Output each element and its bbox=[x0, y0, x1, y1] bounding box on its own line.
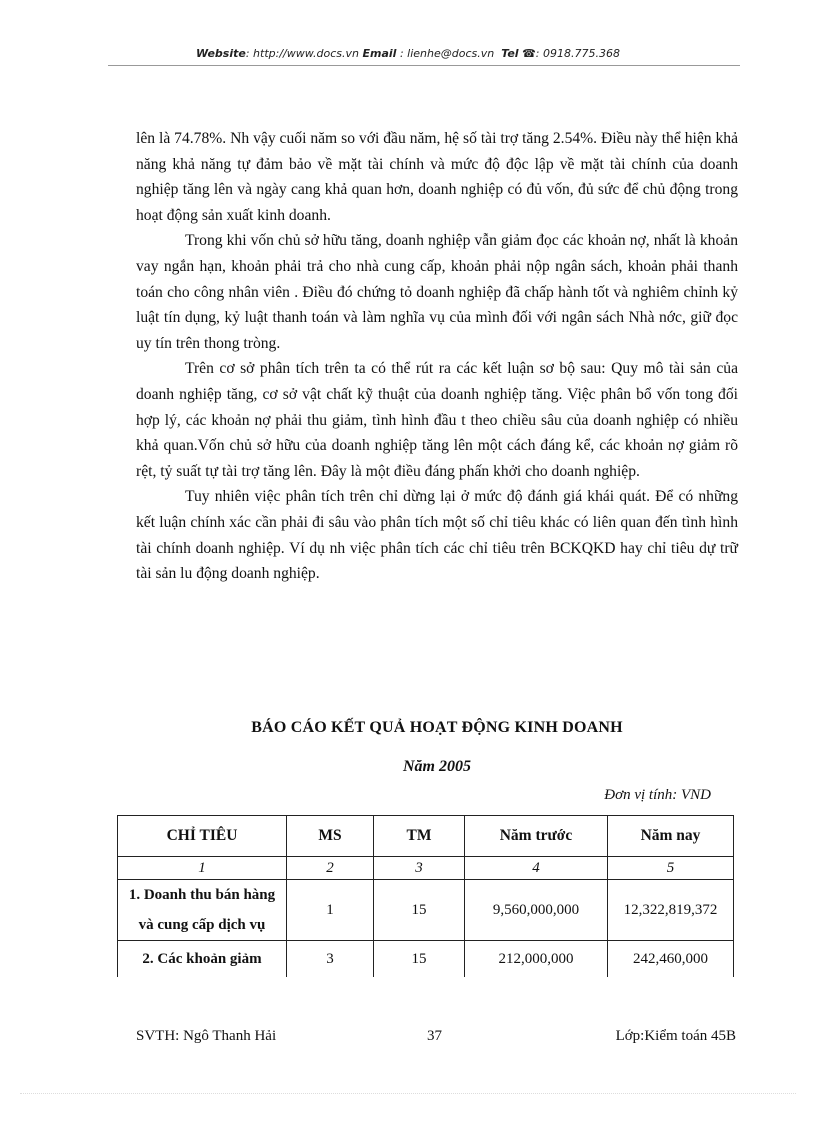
income-statement-table bbox=[117, 815, 734, 977]
paragraph-4: Tuy nhiên việc phân tích trên chỉ dừng lại ở mức độ đánh giá khái quát. Để có những kết luận chính xác cần phải đi sâu vào phân tích một số chỉ tiêu khác có liên quan đến tình hình tài chính doanh nghiệp. Ví dụ nh việc phân tích các chỉ tiêu trên BCKQKD hay chỉ tiêu dự trữ tài sản lu động doanh nghiệp. bbox=[136, 488, 738, 583]
table-row bbox=[118, 941, 734, 978]
tel-value: ☎: 0918.775.368 bbox=[522, 47, 620, 60]
paragraph-1: lên là 74.78%. Nh vậy cuối năm so với đầu năm, hệ số tài trợ tăng 2.54%. Điều này thể hiện khả năng khả năng tự đảm bảo về mặt tài chính và mức độ độc lập về mặt tài chính của doanh nghiệp tăng lên và ngày cang khả quan hơn, doanh nghiệp có đủ vốn, đủ sức để chủ động trong hoạt động sản xuất kinh doanh. bbox=[136, 130, 738, 224]
email-label: Email bbox=[362, 47, 397, 60]
row-this-year: 242,460,000 bbox=[608, 941, 734, 978]
header-divider bbox=[108, 65, 740, 66]
row-ms: 3 bbox=[287, 941, 374, 978]
report-year: Năm 2005 bbox=[403, 758, 471, 775]
row-prev-year: 212,000,000 bbox=[465, 941, 608, 978]
row-tm: 15 bbox=[374, 880, 465, 941]
header-this-year: Năm nay bbox=[608, 816, 734, 857]
index-cell: 1 bbox=[118, 857, 287, 880]
paragraph-3: Trên cơ sở phân tích trên ta có thể rút ra các kết luận sơ bộ sau: Quy mô tài sản của doanh nghiệp tăng, cơ sở vật chất kỹ thuật của doanh nghiệp tăng. Việc phân bổ vốn tong đối hợp lý, các khoản nợ phải thu giảm, tình hình đầu t theo chiều sâu của doanh nghiệp có nhiều khả quan.Vốn chủ sở hữu của doanh nghiệp tăng lên một cách đáng kể, các khoản nợ giảm rõ rệt, tỷ suất tự tài trợ tăng lên. Đây là một điều đáng phấn khởi cho doanh nghiệp. bbox=[136, 360, 738, 480]
footer-author: SVTH: Ngô Thanh Hải bbox=[136, 1028, 277, 1044]
index-cell: 5 bbox=[608, 857, 734, 880]
email-value: : lienhe@docs.vn bbox=[399, 47, 495, 60]
index-cell: 4 bbox=[465, 857, 608, 880]
tel-label: Tel bbox=[501, 47, 519, 60]
index-cell: 3 bbox=[374, 857, 465, 880]
row-ms: 1 bbox=[287, 880, 374, 941]
row-tm: 15 bbox=[374, 941, 465, 978]
report-unit: Đơn vị tính: VND bbox=[604, 787, 711, 803]
table-index-row bbox=[118, 857, 734, 880]
row-this-year: 12,322,819,372 bbox=[608, 880, 734, 941]
website-label: Website bbox=[196, 47, 246, 60]
index-cell: 2 bbox=[287, 857, 374, 880]
table-row bbox=[118, 880, 734, 941]
row-indicator: 2. Các khoản giảm bbox=[118, 941, 287, 978]
footer-page-number: 37 bbox=[427, 1028, 442, 1044]
paragraph-2: Trong khi vốn chủ sở hữu tăng, doanh nghiệp vẫn giảm đọc các khoản nợ, nhất là khoản vay ngắn hạn, khoản phải trả cho nhà cung cấp, khoản phải nộp ngân sách, khoản phải thanh toán cho công nhân viên . Điều đó chứng tỏ doanh nghiệp đã chấp hành tốt và nghiêm chỉnh kỷ luật tín dụng, kỷ luật thanh toán và làm nghĩa vụ của mình đối với ngân sách Nhà nớc, giữ đọc uy tín trên thong tròng. bbox=[136, 232, 738, 352]
body-text bbox=[136, 126, 738, 587]
website-value: : http://www.docs.vn bbox=[245, 47, 360, 60]
report-title: BÁO CÁO KẾT QUẢ HOẠT ĐỘNG KINH DOANH bbox=[251, 719, 623, 736]
bottom-divider bbox=[20, 1093, 796, 1094]
table-header-row bbox=[118, 816, 734, 857]
header-prev-year: Năm trước bbox=[465, 816, 608, 857]
header-ms: MS bbox=[287, 816, 374, 857]
row-indicator: 1. Doanh thu bán hàng và cung cấp dịch vụ bbox=[118, 880, 287, 941]
row-prev-year: 9,560,000,000 bbox=[465, 880, 608, 941]
page-header bbox=[0, 47, 816, 60]
header-tm: TM bbox=[374, 816, 465, 857]
footer-class bbox=[616, 1028, 736, 1045]
header-indicator: CHỈ TIÊU bbox=[118, 816, 287, 857]
footer-class-value: Kiểm toán 45B bbox=[644, 1028, 736, 1044]
footer-class-label: Lớp: bbox=[615, 1028, 645, 1044]
